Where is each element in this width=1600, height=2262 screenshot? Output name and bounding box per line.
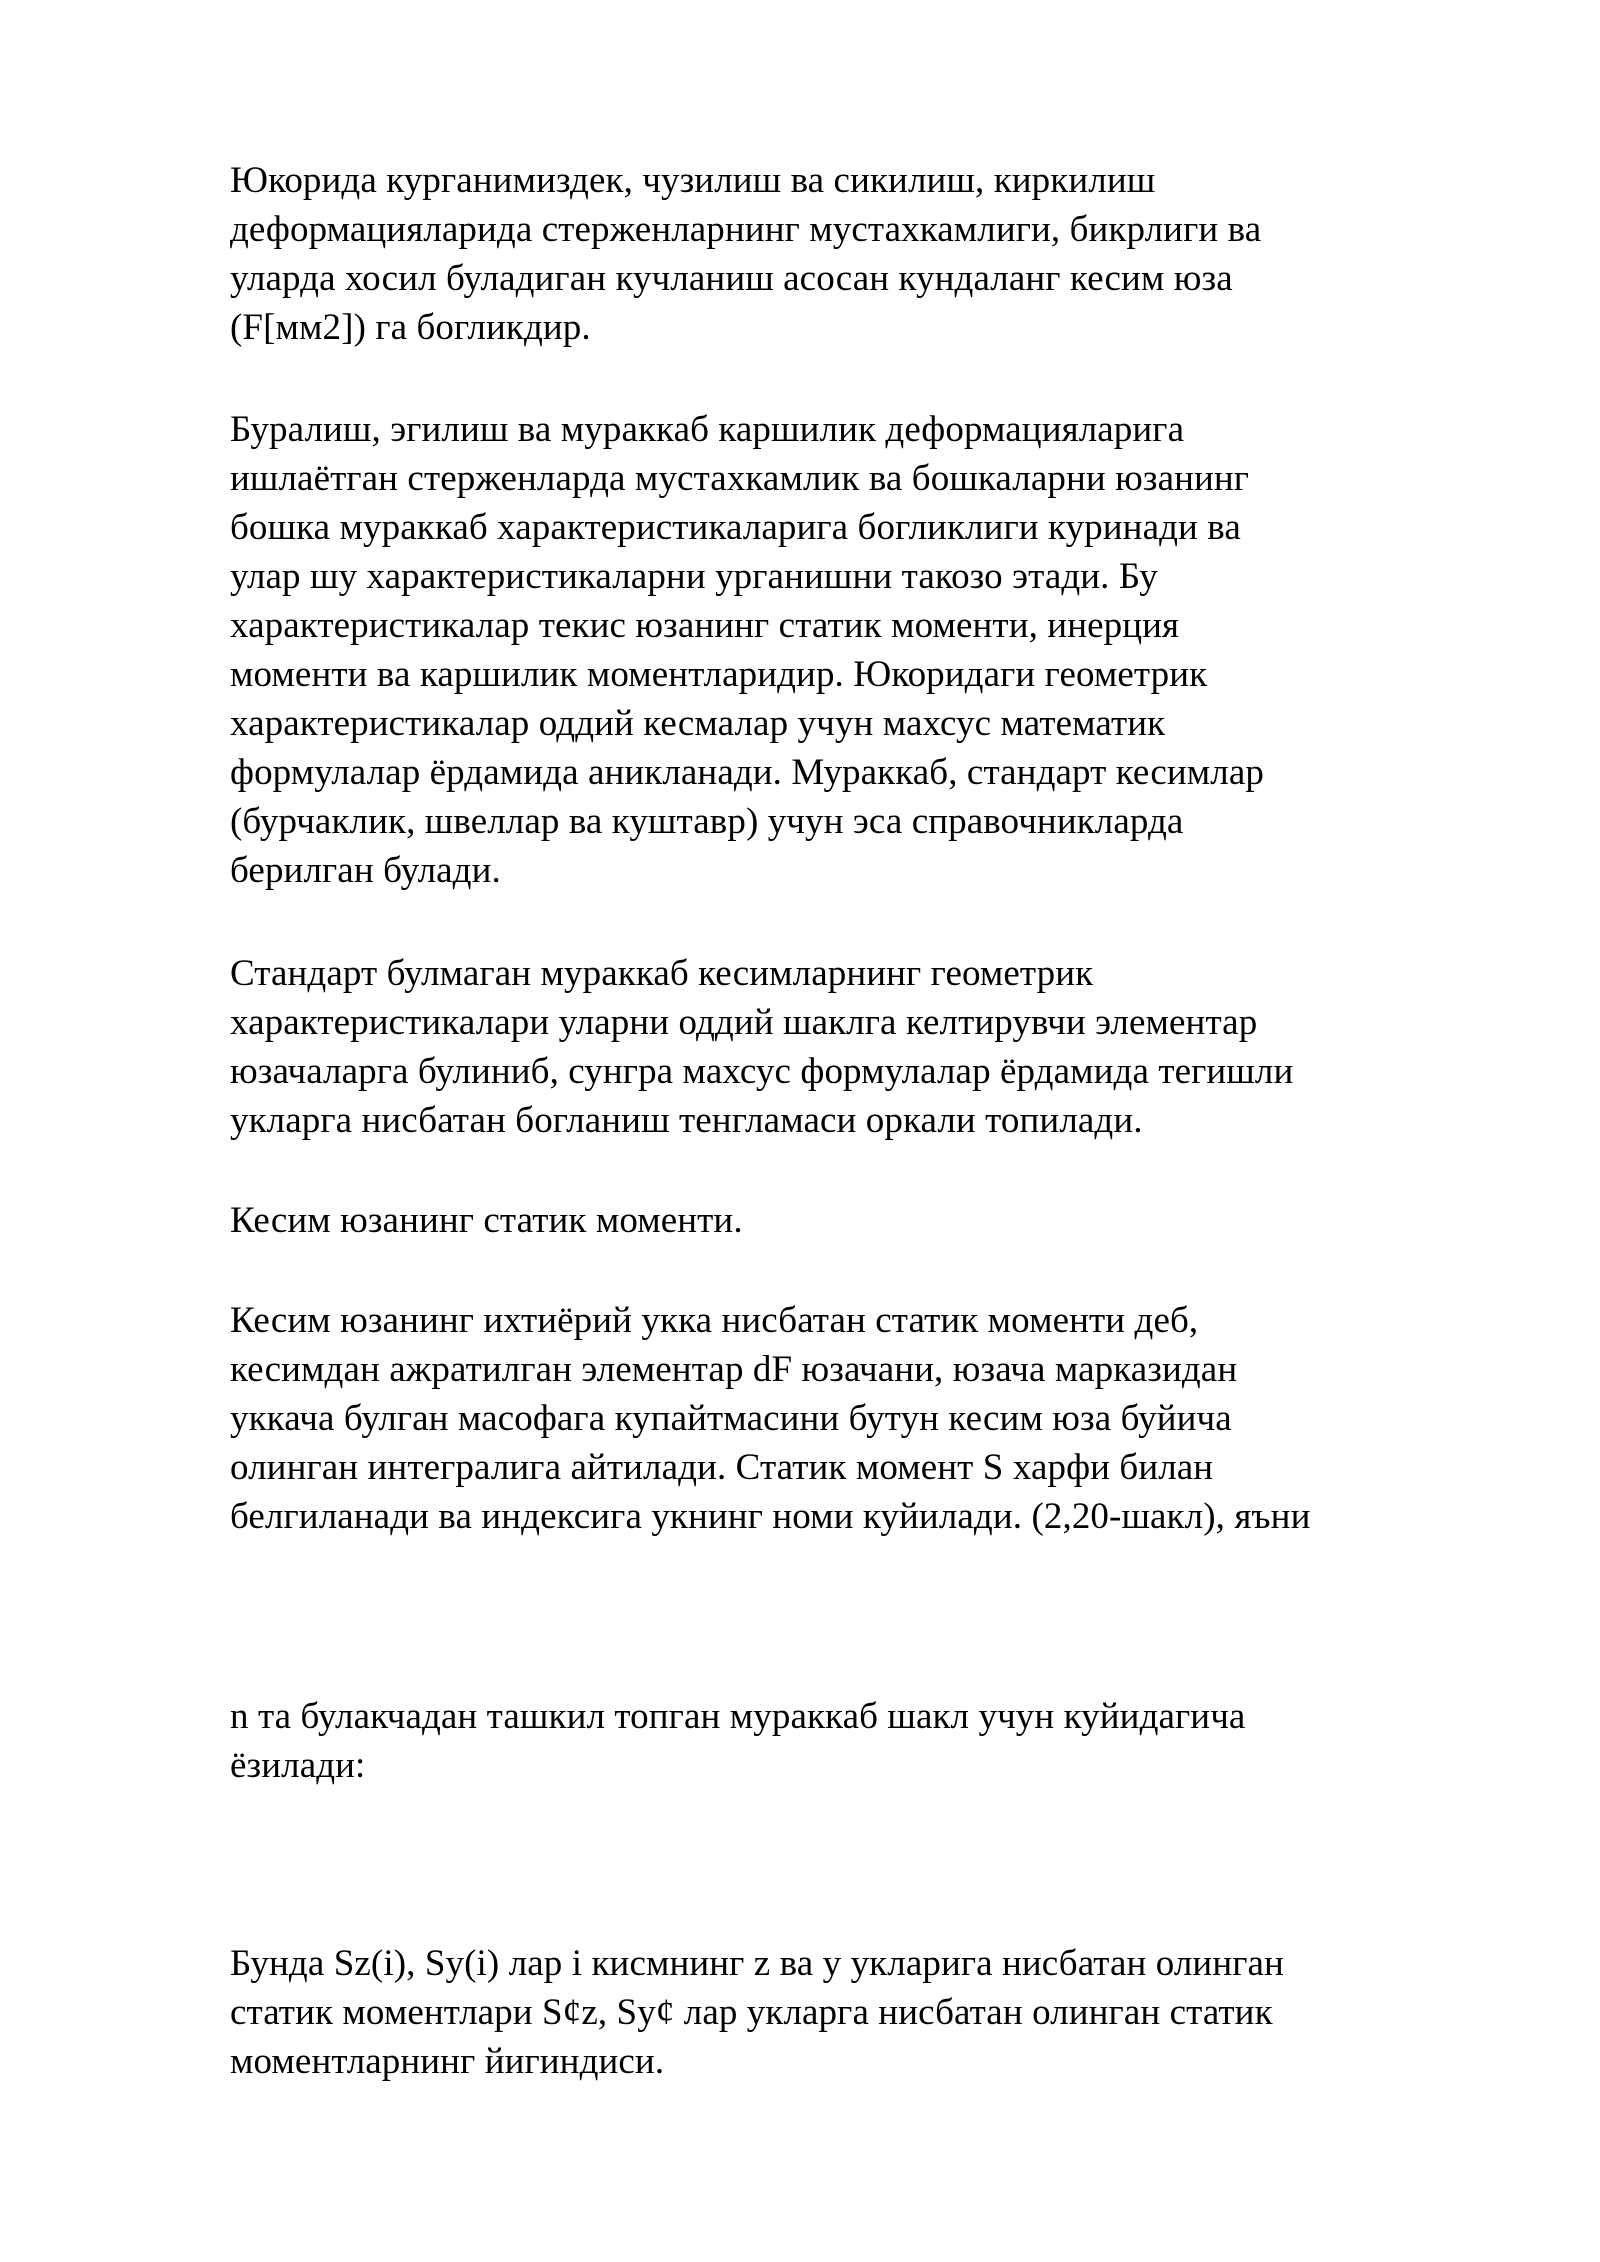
paragraph-composite-shape: n та булакчадан ташкил топган мураккаб шакл учун куйидагича ёзилади: <box>230 1696 1246 1786</box>
paragraph-static-moment-definition: Кесим юзанинг ихтиёрий укка нисбатан статик моменти деб, кесимдан ажратилган элементар dF юзачани, юзача марказидан уккача булган масофага купайтмасини бутун кесим юза буйича олинган интегралига айтилади. Статик момент S харфи билан белгиланади ва индексига укнинг номи куйилади. (2,20-шакл), яъни <box>230 1300 1311 1537</box>
section-heading-static-moment: Кесим юзанинг статик моменти. <box>230 1200 743 1241</box>
paragraph-notation: Бунда Sz(i), Sy(i) лар i кисмнинг z ва y укларига нисбатан олинган статик моментлари S¢z, Sy¢ лар укларга нисбатан олинган статик моментларнинг йигиндиси. <box>230 1943 1284 2082</box>
paragraph-characteristics: Буралиш, эгилиш ва мураккаб каршилик деформацияларига ишлаётган стерженларда мустахкамлик ва бошкаларни юзанинг бошка мураккаб характеристикаларига богликлиги куринади ва улар шу характеристикаларни урганишни такозо этади. Бу характеристикалар текис юзанинг статик моменти, инерция моменти ва каршилик моментларидир. Юкоридаги геометрик характеристикалар оддий кесмалар учун махсус математик формулалар ёрдамида аникланади. Мураккаб, стандарт кесимлар (бурчаклик, швеллар ва куштавр) учун эса справочникларда берилган булади. <box>230 409 1264 891</box>
paragraph-intro: Юкорида курганимиздек, чузилиш ва сикилиш, киркилиш деформацияларида стерженларнинг мустахкамлиги, бикрлиги ва уларда хосил буладиган кучланиш асосан кундаланг кесим юза (F[мм2]) га богликдир. <box>230 160 1262 348</box>
paragraph-nonstandard-sections: Стандарт булмаган мураккаб кесимларнинг геометрик характеристикалари уларни оддий шаклга келтирувчи элементар юзачаларга булиниб, сунгра махсус формулалар ёрдамида тегишли укларга нисбатан богланиш тенгламаси оркали топилади. <box>230 953 1294 1141</box>
